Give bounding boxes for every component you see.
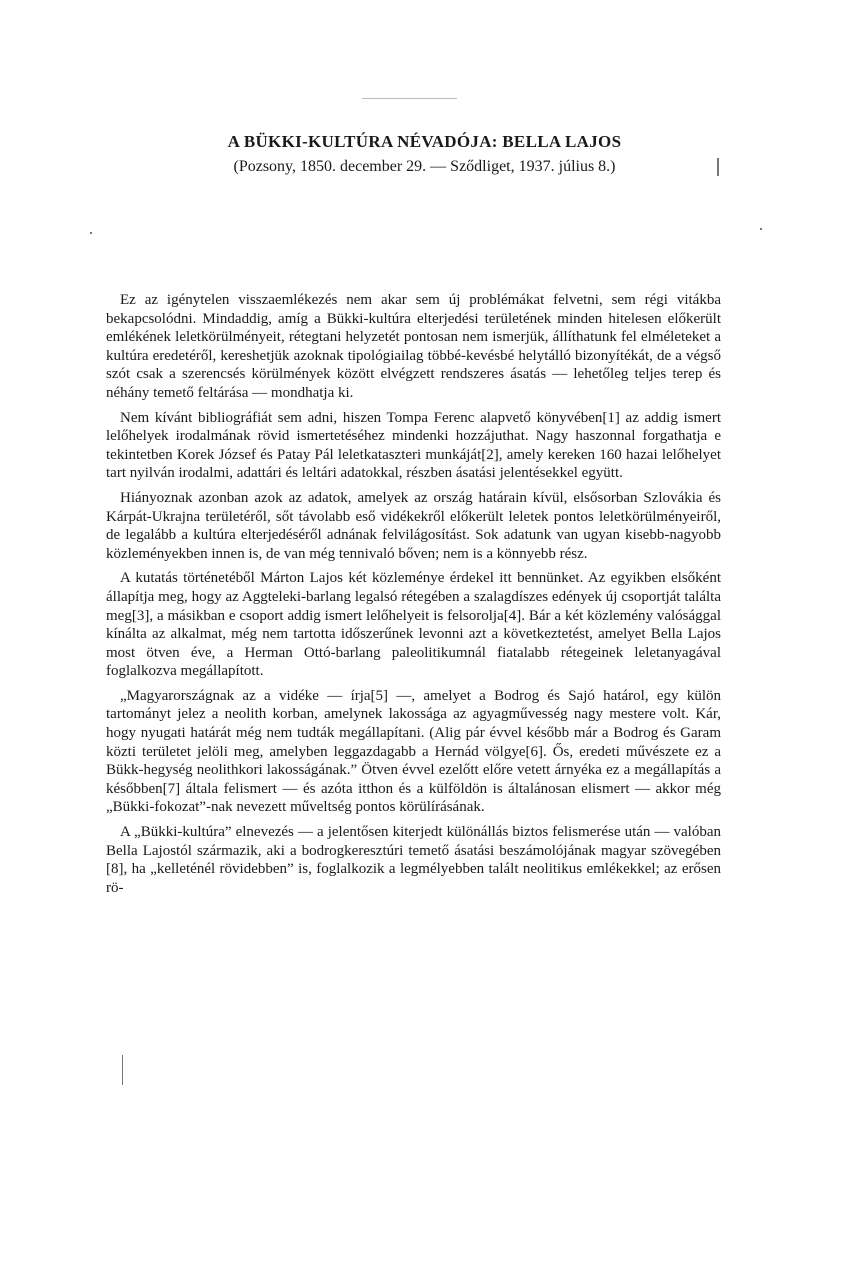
page-title: A BÜKKI-KULTÚRA NÉVADÓJA: BELLA LAJOS	[227, 132, 622, 151]
paragraph-4: A kutatás történetéből Márton Lajos két közleménye érdekel itt bennünket. Az egyikben elsőként állapítja meg, hogy az Aggteleki-barlang legalsó rétegében a szalagdíszes edények új csoportját találta meg[3], a másikban e csoport addig ismert lelőhelyeit is felsorolja[4]. Bár a két közlemény valósággal kínálta az alkalmat, még nem tartotta időszerűnek levonni azt a következtetést, amelyet Bella Lajos most ötven éve, a Herman Ottó-barlang paleolitikumnál fiatalabb rétegeinek leletanyagával foglalkozva megállapított.	[106, 570, 721, 680]
scan-speck	[362, 98, 457, 99]
body-text	[106, 291, 721, 903]
scan-speck	[90, 232, 92, 234]
paragraph-1: Ez az igénytelen visszaemlékezés nem akar sem új problémákat felvetni, sem régi vitákba bekapcsolódni. Mindaddig, amíg a Bükki-kultúra elterjedési területének minden hitelesen előkerült emlékének leletkörülményeit, rétegtani helyzetét pontosan nem ismerjük, állíthatunk fel elméleteket a kultúra eredetéről, kereshetjük azoknak tipológiailag többé-kevésbé helytálló bizonyítékát, de a végső szót csak a szerencsés körülmények között elvégzett rendszeres ásatás — lehetőleg teljes terep és néhány temető feltárása — mondhatja ki.	[106, 292, 721, 401]
paragraph-5: „Magyarországnak az a vidéke — írja[5] —, amelyet a Bodrog és Sajó határol, egy külön tartományt jelez a neolith korban, amelynek lakossága az agyagművesség nagy mestere volt. Kár, hogy nyugati határát még nem tudták megállapítani. (Alig pár évvel később már a Bodrog és Garam közti területet jelöli meg, amelyben leggazdagabb a Hernád völgye[6]. Ős, eredeti művészete ez a Bükk-hegység neolithkori lakosságának.” Ötven évvel ezelőtt előre vetett árnyéka ez a megállapítás a későbben[7] általa felismert — és azóta itthon és a külföldön is általánosan elismert — akkor még „Bükki-fokozat”-nak nevezett műveltség pontos körülírásának.	[106, 687, 721, 816]
paragraph-2: Nem kívánt bibliográfiát sem adni, hiszen Tompa Ferenc alapvető könyvében[1] az addig ismert lelőhelyek irodalmának rövid ismertetéséhez mindenki hozzájuthat. Nagy haszonnal forgathatja e tekintetben Korek József és Patay Pál leletkataszteri munkáját[2], amely kereken 160 hazai lelőhelyet tart nyilván irodalmi, adattári és leltári adatokkal, részben ásatási jelentésekkel együtt.	[106, 409, 721, 482]
paragraph-3: Hiányoznak azonban azok az adatok, amelyek az ország határain kívül, elsősorban Szlovákia és Kárpát-Ukrajna területéről, sőt távolabb eső vidékekről előkerült leletek pontos leletkörülményeiről, de legalább a kultúra elterjedéséről adnának felvilágosítást. Sok adatunk van ugyan kisebb-nagyobb közleményekben innen is, de van még tennivaló bőven; nem is a könnyebb rész.	[106, 489, 721, 562]
scan-speck	[122, 1055, 123, 1085]
scan-speck	[760, 228, 762, 230]
paragraph-6: A „Bükki-kultúra” elnevezés — a jelentősen kiterjedt különállás biztos felismerése után — valóban Bella Lajostól származik, aki a bodrogkeresztúri temető ásatási beszámolójának magyar szövegében [8], ha „kelleténél rövidebben” is, foglalkozik a legmélyebben talált neolitikus emlékekkel; az erősen rö-	[106, 824, 721, 896]
page-subtitle: (Pozsony, 1850. december 29. — Sződliget, 1937. július 8.)	[233, 158, 616, 175]
